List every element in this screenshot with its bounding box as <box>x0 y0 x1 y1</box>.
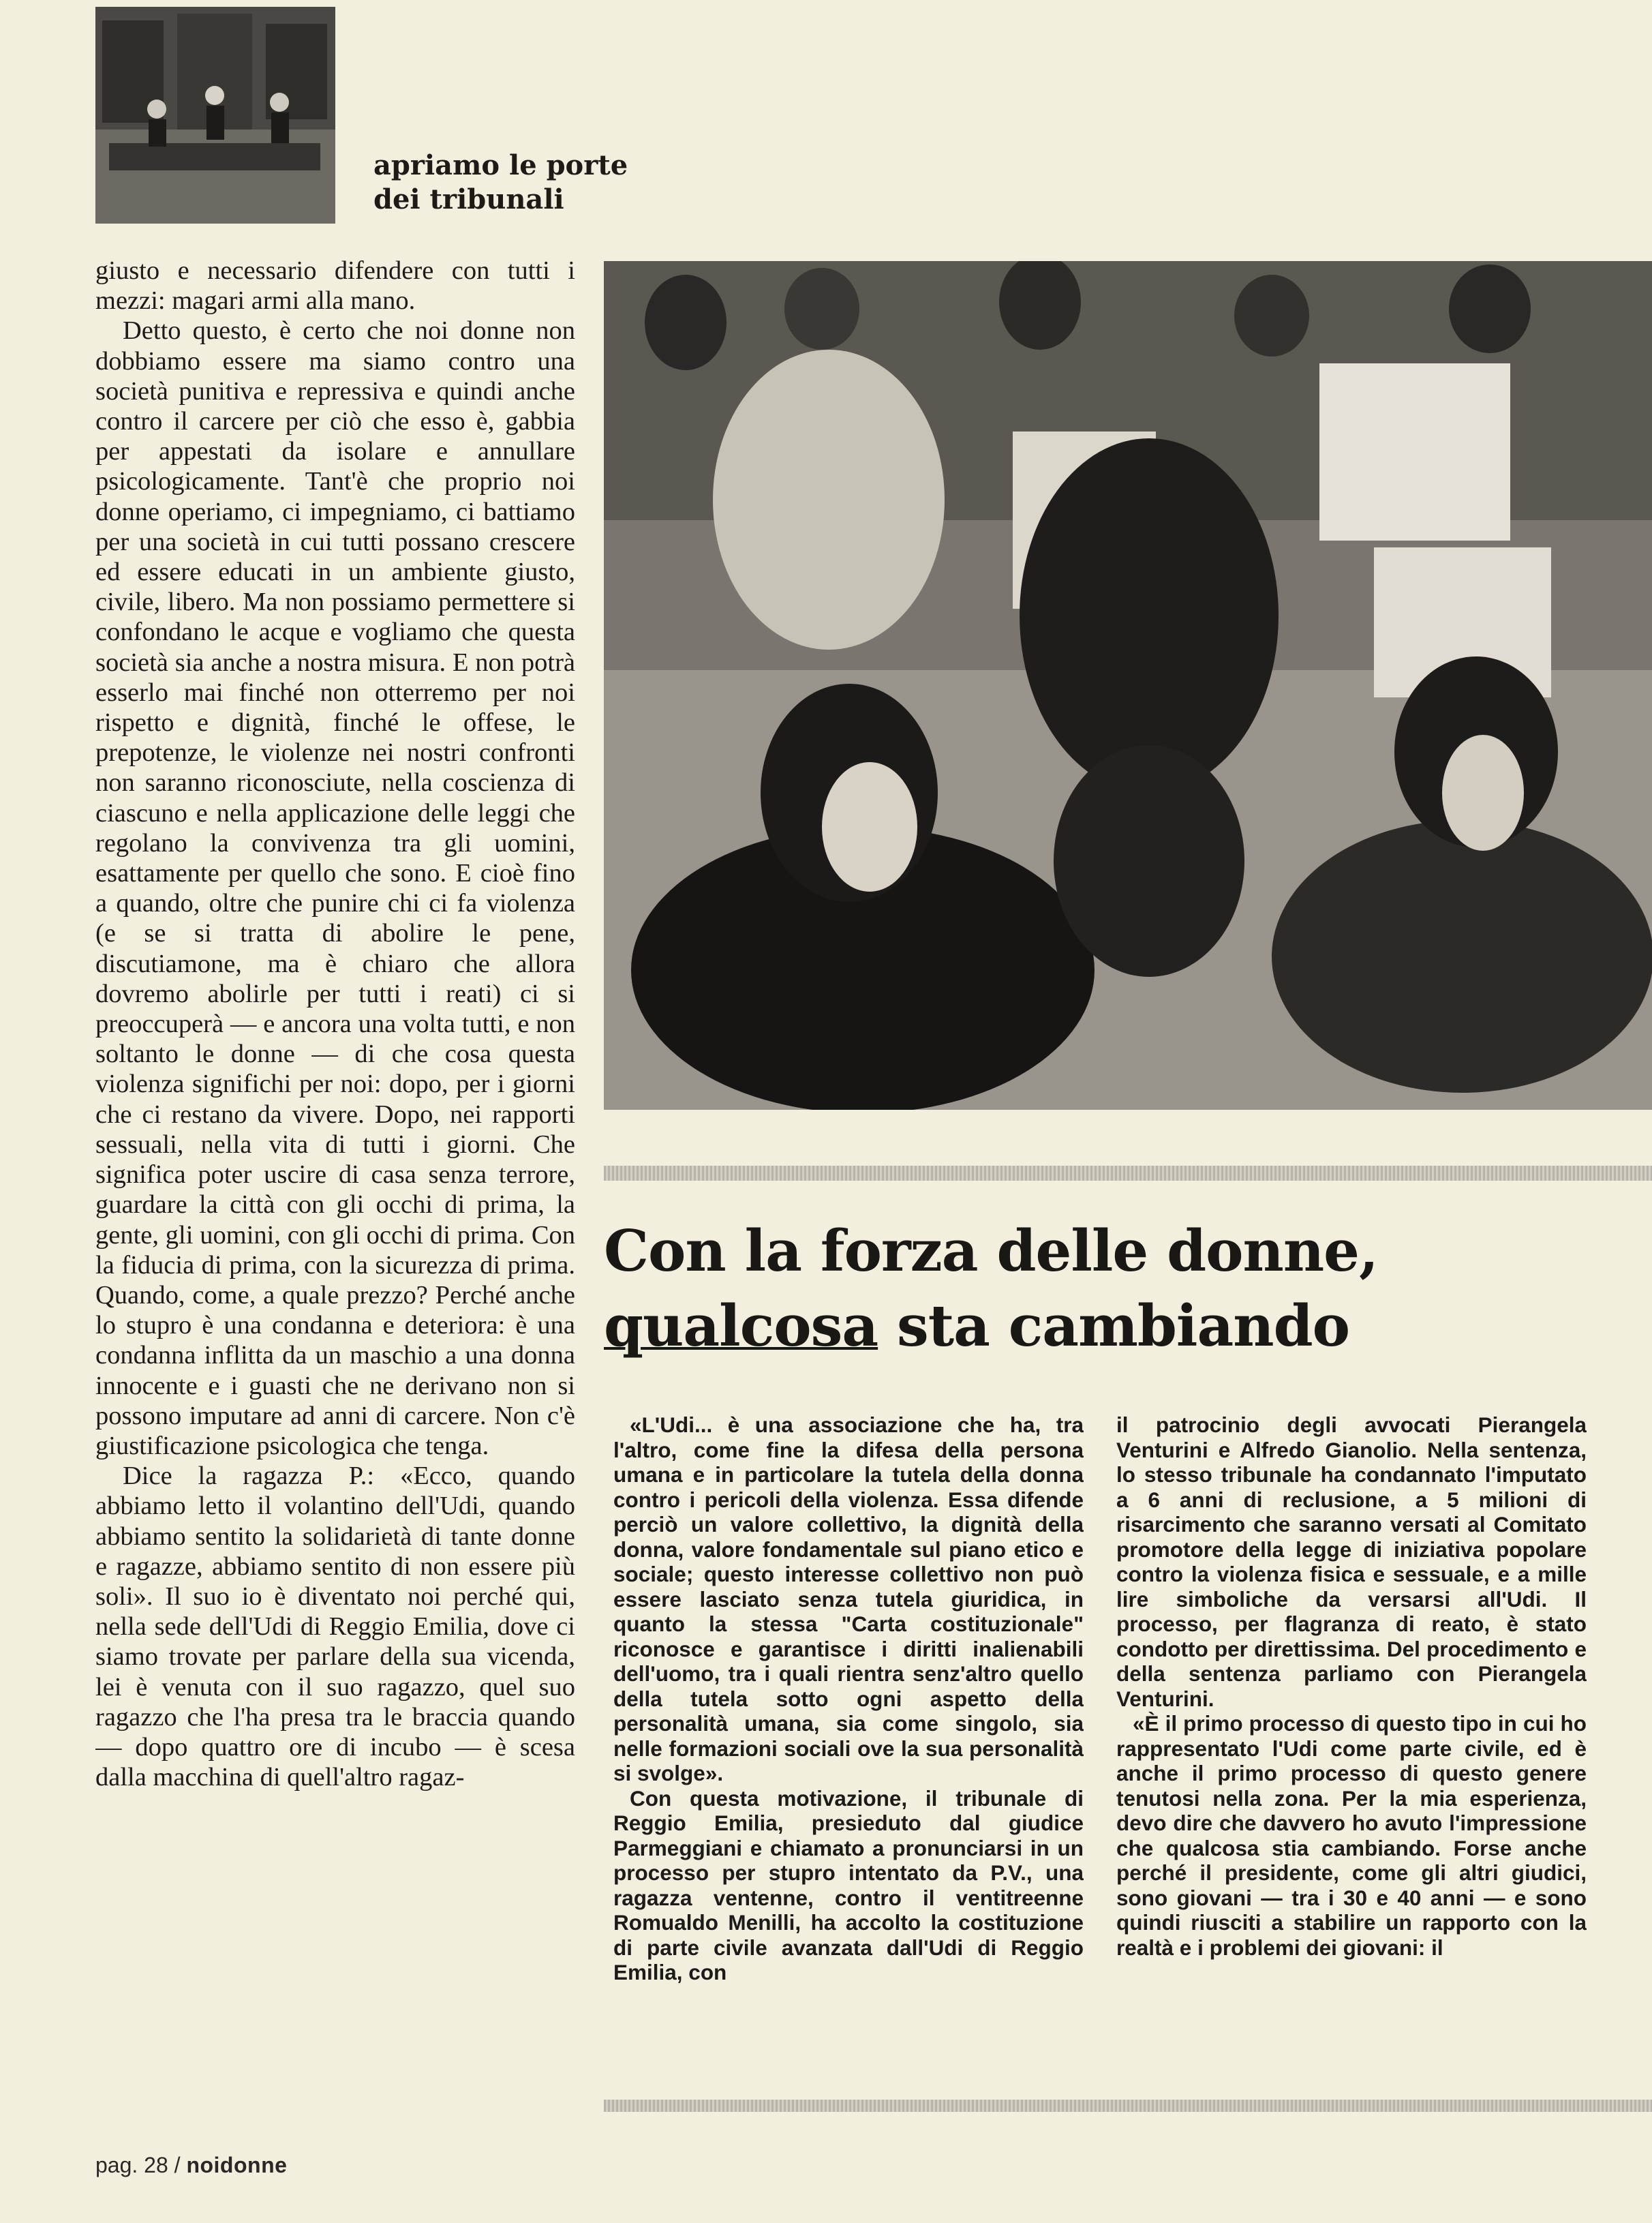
headline-line-1: Con la forza delle donne, <box>604 1218 1378 1284</box>
bold-col2-paragraph-1: il patrocinio degli avvocati Pierangela Venturini e Alfredo Gianolio. Nella sentenza, lo stesso tribunale ha condannato l'imputato a 6 anni di reclusione, a 5 milioni di risarcimento che saranno versati al Comitato promotore della legge di iniziativa popolare contro la violenza fisica e sessuale, e a mille lire simboliche da versarsi all'Udi. Il processo, per flagranza di reato, è stato condotto per direttissima. Del procedimento e della sentenza parliamo con Pierangela Venturini. <box>1116 1412 1587 1711</box>
top-divider-rule <box>604 1166 1652 1181</box>
section-title-line-1: apriamo le porte <box>373 149 628 181</box>
page-number: pag. 28 / <box>95 2153 187 2177</box>
headline-line-2 <box>604 1288 1652 1363</box>
section-title-line-2: dei tribunali <box>373 183 564 215</box>
article-headline <box>604 1213 1652 1363</box>
page-footer <box>95 2153 287 2178</box>
headline-underlined-word: qualcosa <box>604 1292 878 1359</box>
left-paragraph-2: Detto questo, è certo che noi donne non dobbiamo essere ma siamo contro una società punitiva e repressiva e quindi anche contro il carcere per ciò che esso è, gabbia per appestati da isolare e annullare psicologicamente. Tant'è che proprio noi donne operiamo, ci impegniamo, ci battiamo per una società in cui tutti possano crescere ed essere educati in un ambiente giusto, civile, libero. Ma non possiamo permettere si confondano le acque e vogliamo che questa società sia anche a nostra misura. E non potrà esserlo mai finché non otterremo per noi rispetto e dignità, finché le offese, le prepotenze, le violenze nei nostri confronti non saranno riconosciute, nella coscienza di ciascuno e nella applicazione delle leggi che regolano la convivenza tra gli uomini, esattamente per quello che sono. E cioè fino a quando, oltre che punire chi ci fa violenza (e se si tratta di abolire le pene, discutiamone, ma è chiaro che allora dovremo abolirle per tutti i reati) ci si preoccuperà — e ancora una volta tutti, e non soltanto le donne — di che cosa questa violenza significhi per noi: dopo, per i giorni che ci restano da vivere. Dopo, nei rapporti sessuali, nella vita di tutti i giorni. Che significa poter uscire di casa senza terrore, guardare la città con gli occhi di prima, la gente, gli uomini, con gli occhi di prima. Con la fiducia di prima, con la sicurezza di prima. Quando, come, a quale prezzo? Perché anche lo stupro è una condanna e deteriora: è una condanna inflitta da un maschio a una donna innocente e i guasti che ne derivano non si possono imputare ad anni di carcere. Non c'è giustificazione psicologica che tenga. <box>95 316 575 1460</box>
bold-col1-paragraph-1: «L'Udi... è una associazione che ha, tra l'altro, come fine la difesa della persona umana e in particolare la tutela della donna contro i pericoli della violenza. Essa difende perciò un valore collettivo, la dignità della donna, valore fondamentale sul piano etico e sociale; questo interesse collettivo non può essere lasciato senza tutela giuridica, in quanto la stessa "Carta costituzionale" riconosce e garantisce i diritti inalienabili dell'uomo, tra i quali rientra senz'altro quello della tutela sotto ogni aspetto della personalità umana, sia come singolo, sia nelle formazioni sociali ove la sua personalità si svolge». <box>613 1412 1084 1785</box>
bold-column-1 <box>613 1412 1084 2067</box>
left-paragraph-1: giusto e necessario difendere con tutti i mezzi: magari armi alla mano. <box>95 256 575 316</box>
left-column-article <box>95 256 575 2113</box>
headline-line-2-rest: sta cambiando <box>878 1292 1349 1359</box>
bold-col2-paragraph-2: «È il primo processo di questo tipo in cui ho rappresentato l'Udi come parte civile, ed è anche il primo processo di questo genere tenutosi nella zona. Per la mia esperienza, devo dire che davvero ho avuto l'impressione che qualcosa stia cambiando. Forse anche perché il presidente, come gli altri giudici, sono giovani — tra i 30 e 40 anni — e sono quindi riusciti a stabilire un rapporto con la realtà e i problemi dei giovani: il <box>1116 1711 1587 1960</box>
bottom-divider-rule <box>604 2100 1652 2112</box>
bold-column-2 <box>1116 1412 1587 2067</box>
section-title <box>373 149 660 217</box>
left-paragraph-3: Dice la ragazza P.: «Ecco, quando abbiamo letto il volantino dell'Udi, quando abbiamo sentito la solidarietà di tante donne e ragazze, abbiamo sentito di non essere più soli». Il suo io è diventato noi perché qui, nella sede dell'Udi di Reggio Emilia, dove ci siamo trovate per parlare della sua vicenda, lei è venuta con il suo ragazzo, quel suo ragazzo che l'ha presa tra le braccia quando — dopo quattro ore di incubo — è scesa dalla macchina di quell'altro ragaz- <box>95 1462 575 1792</box>
courtroom-photo <box>95 7 335 224</box>
protest-photo <box>604 261 1652 1110</box>
magazine-name: noidonne <box>186 2153 288 2177</box>
bold-col1-paragraph-2: Con questa motivazione, il tribunale di Reggio Emilia, presieduto dal giudice Parmeggiani e chiamato a pronunciarsi in un processo per stupro intentato da P.V., una ragazza ventenne, contro il ventitreenne Romualdo Menilli, ha accolto la costituzione di parte civile avanzata dall'Udi di Reggio Emilia, con <box>613 1785 1084 1984</box>
